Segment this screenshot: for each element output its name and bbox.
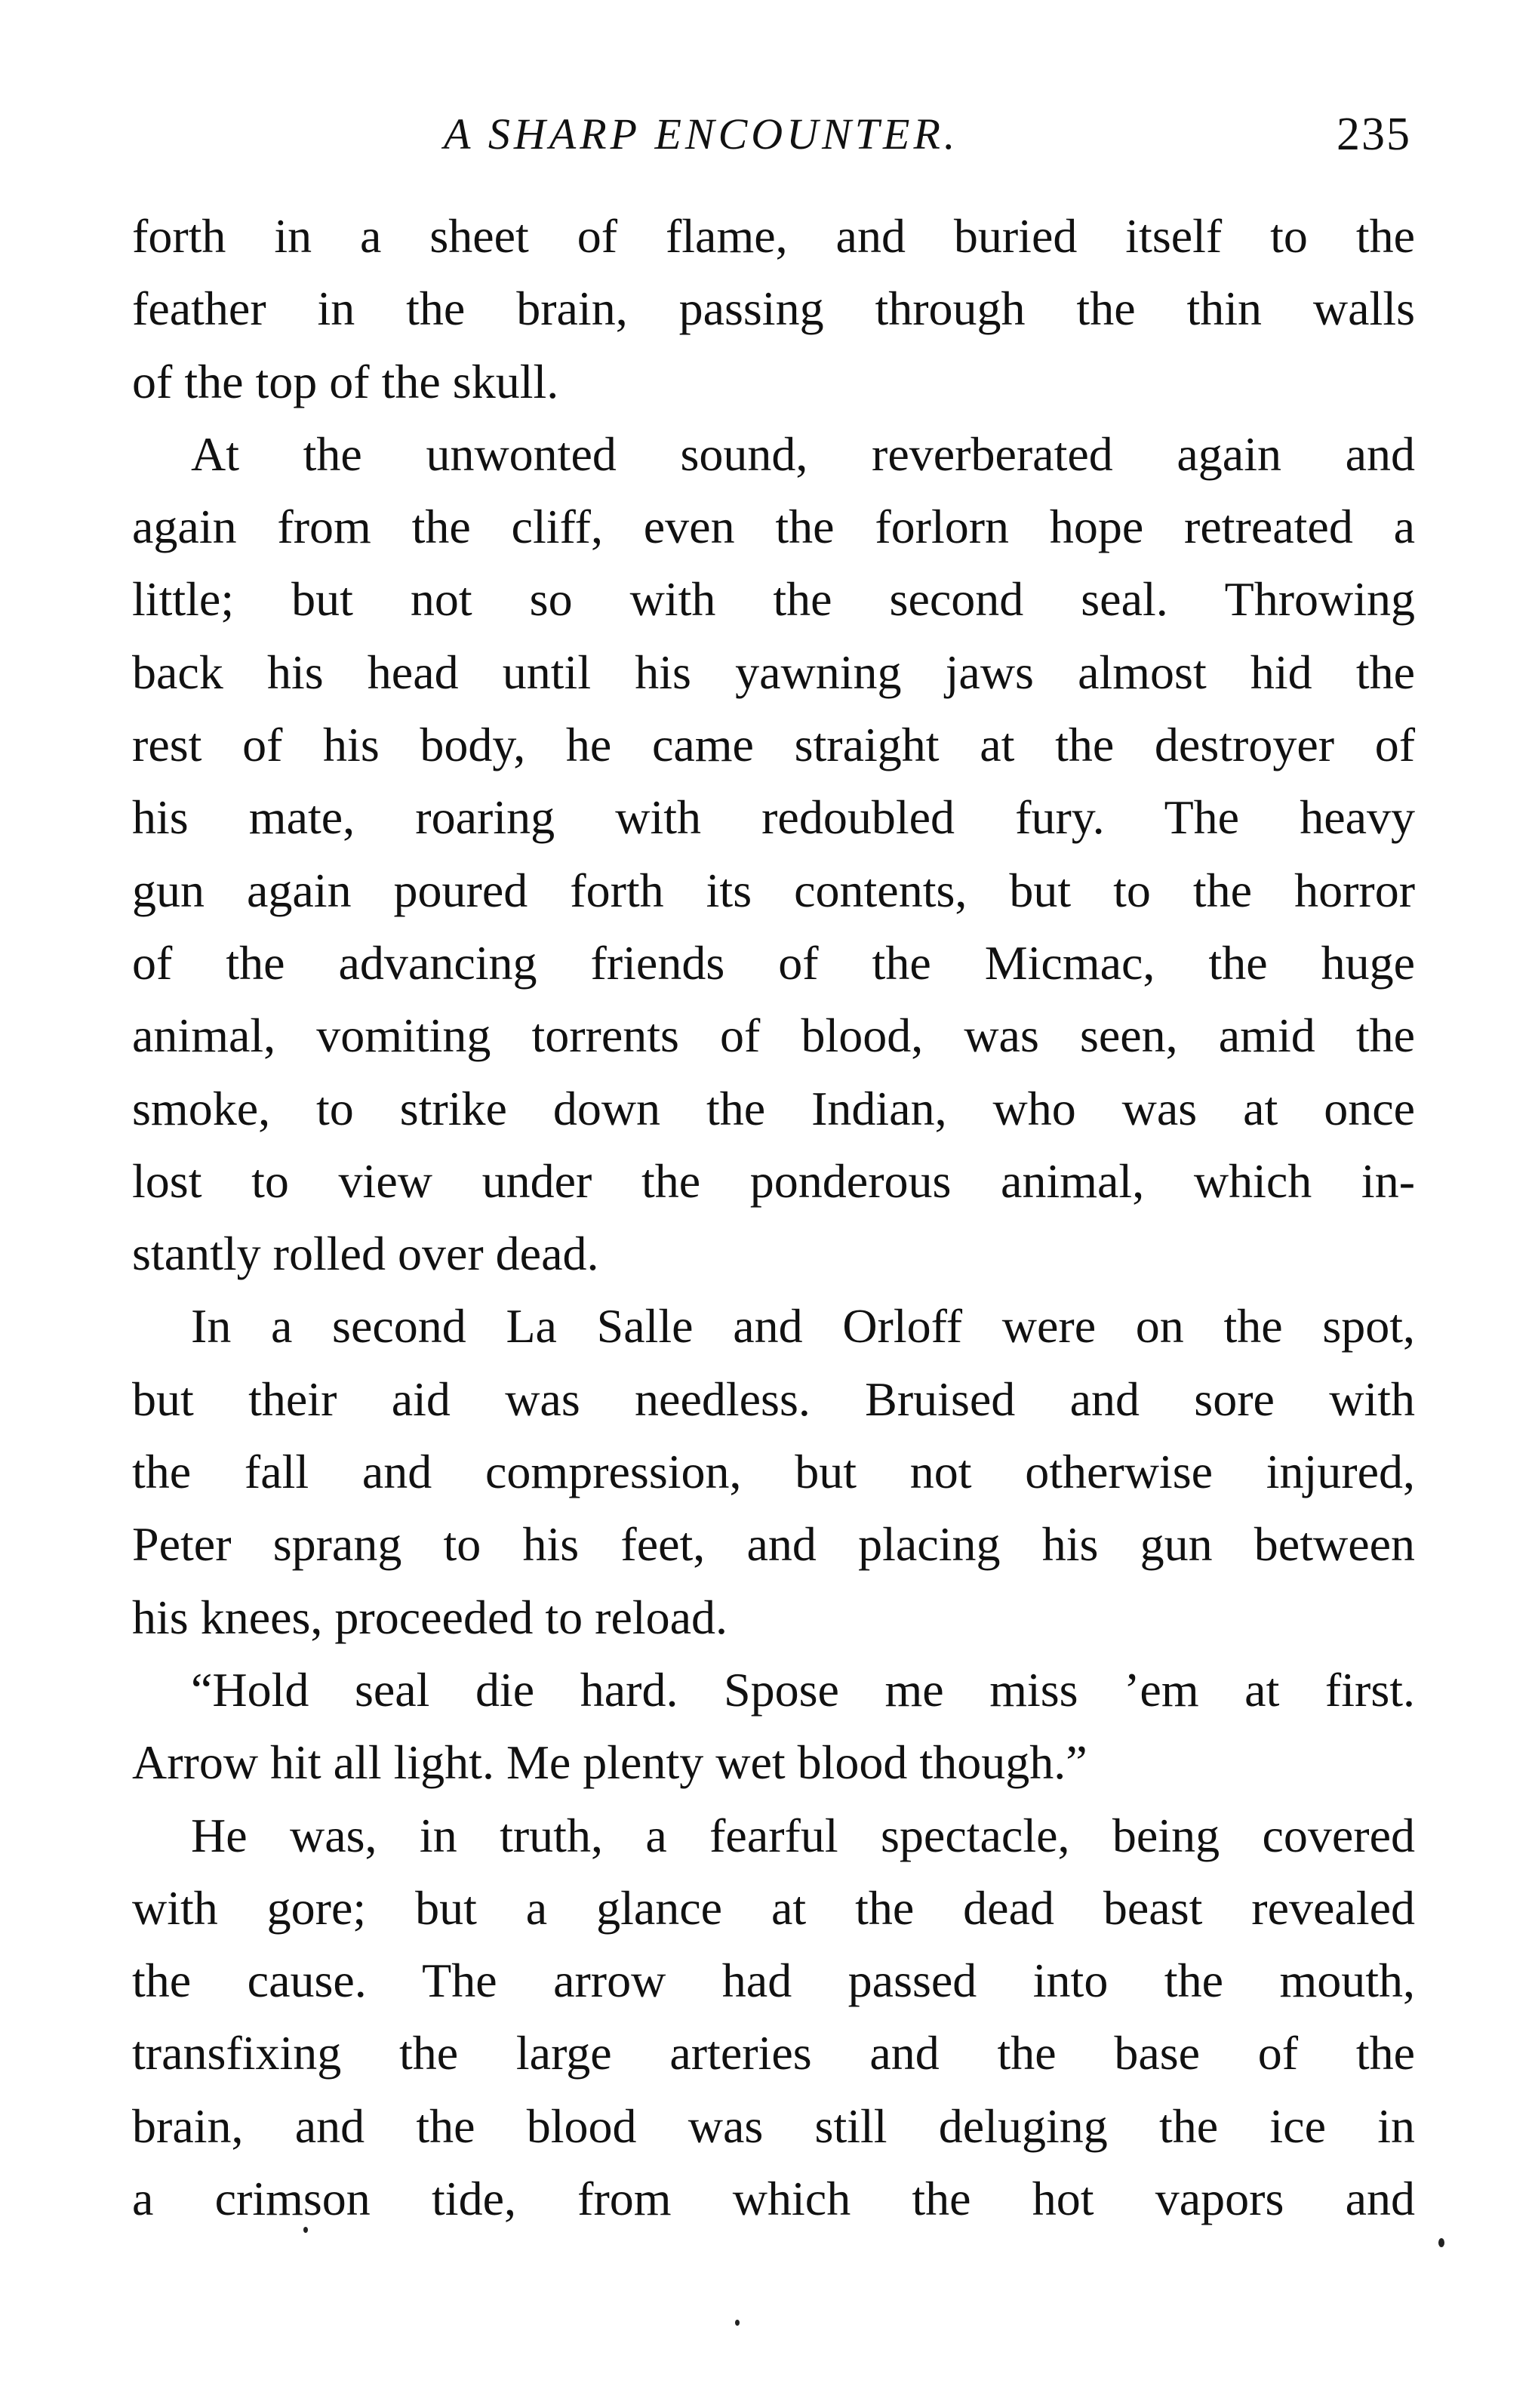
text-line: In a second La Salle and Orloff were on the spot, [191,1299,1415,1353]
text-line: the cause. The arrow had passed into the mouth, [132,1954,1415,2008]
text-line: He was, in truth, a fearful spectacle, being covered [191,1808,1415,1862]
running-head [128,97,1411,172]
speck [735,2320,740,2326]
text-line: transfixing the large arteries and the base of the [132,2026,1415,2080]
page-number: 235 [1337,109,1411,160]
text-line: feather in the brain, passing through the thin walls [132,282,1415,336]
text-line: but their aid was needless. Bruised and sore with [132,1372,1415,1426]
text-line: gun again poured forth its contents, but to the horror [132,863,1415,917]
text-line: his mate, roaring with redoubled fury. The heavy [132,790,1415,845]
text-line: of the top of the skull. [132,354,559,408]
text-line: his knees, proceeded to reload. [132,1590,728,1644]
text-line: At the unwonted sound, reverberated again and [191,426,1415,481]
text-line: Arrow hit all light. Me plenty wet blood though.” [132,1735,1087,1790]
text-line: lost to view under the ponderous animal, which in- [132,1153,1415,1208]
text-line: with gore; but a glance at the dead beast revealed [132,1880,1415,1935]
text-line: “Hold seal die hard. Spose me miss ’em at first. [191,1662,1415,1717]
text-line: of the advancing friends of the Micmac, the huge [132,935,1415,990]
text-line: again from the cliff, even the forlorn hope retreated a [132,500,1415,554]
body-text [132,200,1415,2235]
text-line: forth in a sheet of flame, and buried itself to the [132,209,1415,263]
speck [303,2227,308,2233]
running-title: A SHARP ENCOUNTER. [444,109,959,159]
text-line: brain, and the blood was still deluging the ice in [132,2099,1415,2153]
text-line: the fall and compression, but not otherwise injured, [132,1445,1415,1499]
text-line: stantly rolled over dead. [132,1227,599,1281]
text-line: rest of his body, he came straight at the destroyer of [132,718,1415,772]
text-line: Peter sprang to his feet, and placing his gun between [132,1517,1415,1572]
text-line: little; but not so with the second seal. Throwing [132,572,1415,627]
text-line: a crimson tide, from which the hot vapors and [132,2172,1415,2226]
text-line: back his head until his yawning jaws almost hid the [132,645,1415,699]
text-line: smoke, to strike down the Indian, who was at once [132,1081,1415,1135]
speck [1438,2238,1444,2247]
text-line: animal, vomiting torrents of blood, was seen, amid the [132,1008,1415,1063]
